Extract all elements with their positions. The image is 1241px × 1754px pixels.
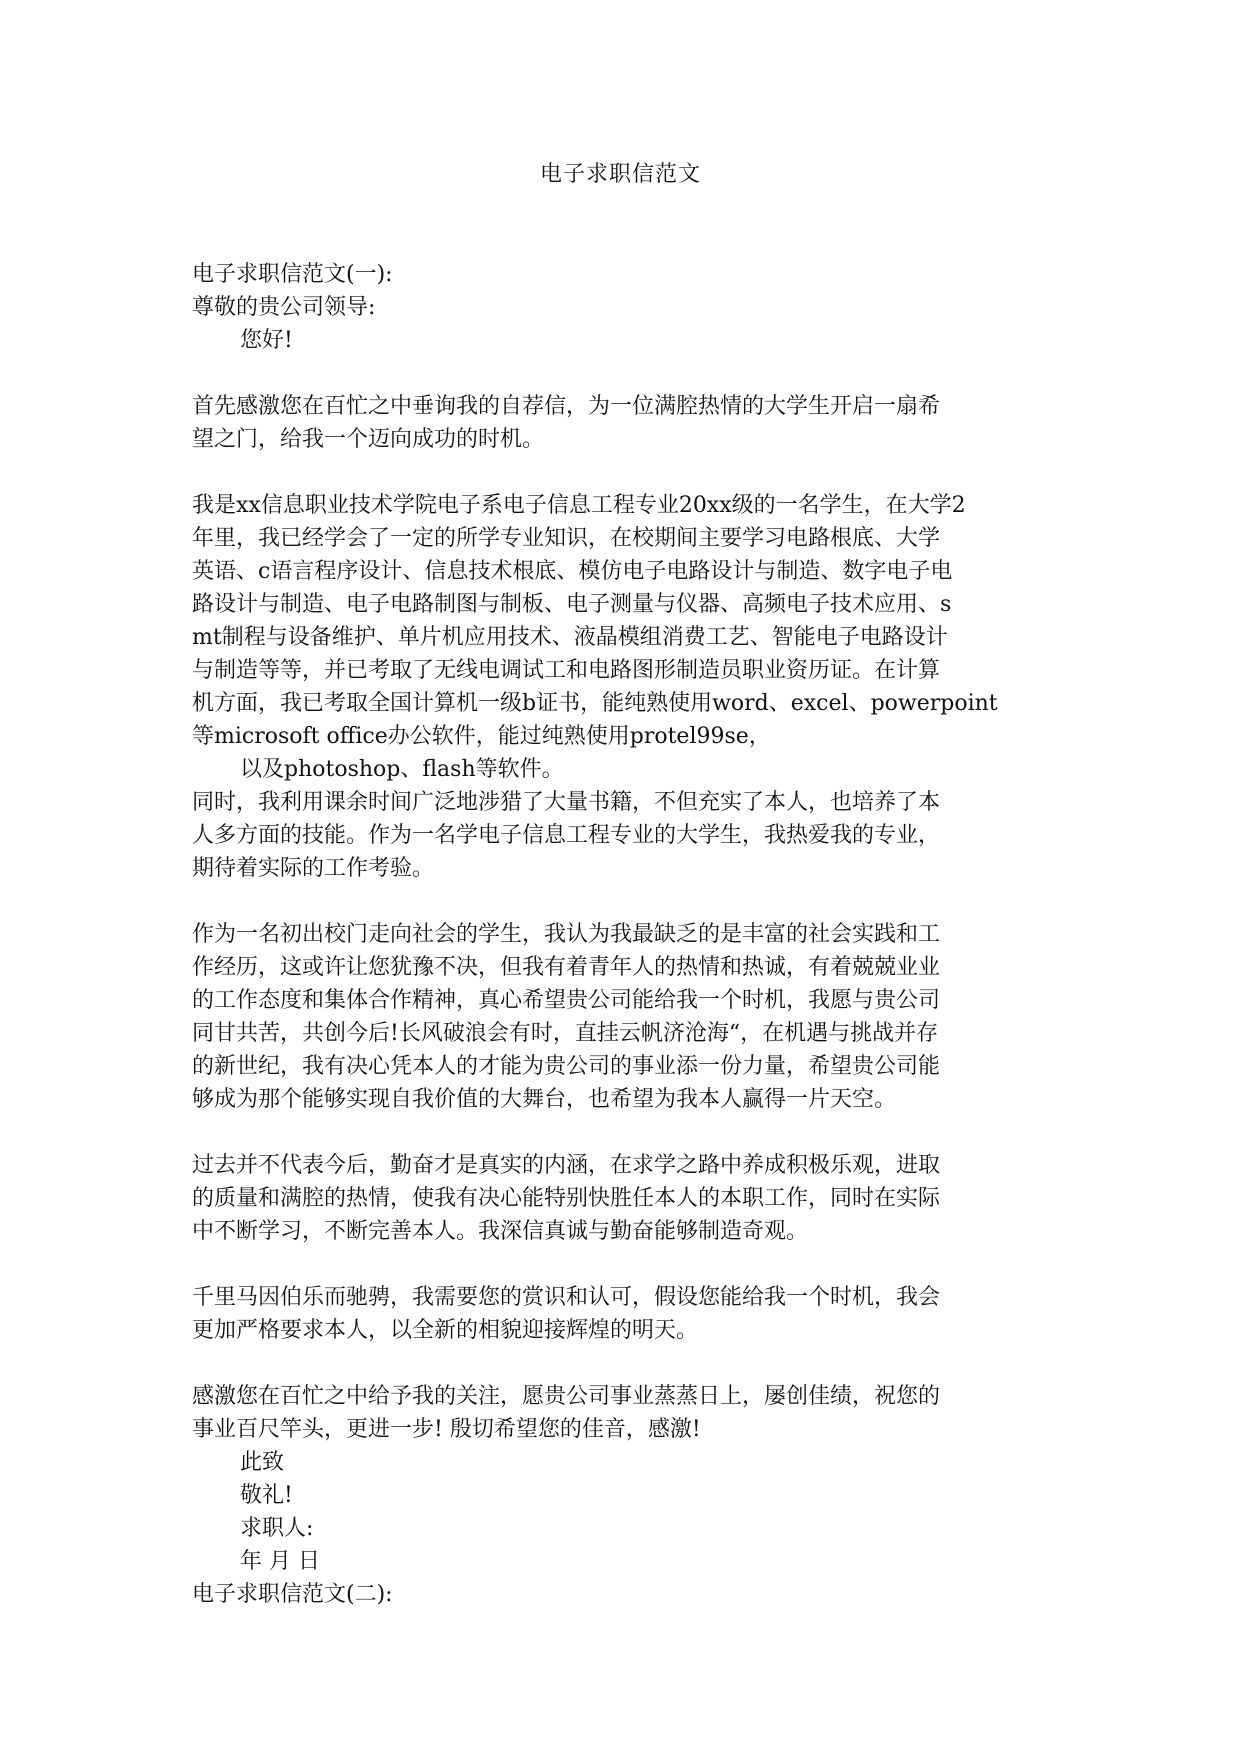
text-line: 感激您在百忙之中给予我的关注，愿贵公司事业蒸蒸日上，屡创佳绩，祝您的 [192,1384,941,1409]
paragraph-3 [192,786,1052,885]
text-line: 与制造等等，并已考取了无线电调试工和电路图形制造员职业资历证。在计算 [192,658,941,683]
text-line: 年里，我已经学会了一定的所学专业知识，在校期间主要学习电路根底、大学 [192,526,941,551]
paragraph-gap [192,1248,1052,1281]
paragraph-7 [192,1380,1052,1446]
text-line: 路设计与制造、电子电路制图与制板、电子测量与仪器、高频电子技术应用、s [192,592,952,617]
paragraph-gap [192,1116,1052,1149]
salutation: 尊敬的贵公司领导: [192,295,376,320]
paragraph-gap [192,885,1052,918]
section-heading-2: 电子求职信范文(二): [192,1582,393,1607]
date-line: 年 月 日 [240,1549,320,1574]
text-line: 等microsoft office办公软件，能过纯熟使用protel99se， [192,724,771,749]
text-line: 的工作态度和集体合作精神，真心希望贵公司能给我一个时机，我愿与贵公司 [192,988,941,1013]
greeting: 您好! [240,328,293,353]
paragraph-2 [192,489,1052,786]
text-line: 机方面，我已考取全国计算机一级b证书，能纯熟使用word、excel、powerpoint [192,691,998,716]
text-line: 千里马因伯乐而驰骋，我需要您的赏识和认可，假设您能给我一个时机，我会 [192,1285,941,1310]
text-line: 同时，我利用课余时间广泛地涉猎了大量书籍，不但充实了本人，也培养了本 [192,790,941,815]
text-line: 更加严格要求本人，以全新的相貌迎接辉煌的明天。 [192,1318,699,1343]
text-line: 同甘共苦，共创今后!长风破浪会有时，直挂云帆济沧海“，在机遇与挑战并存 [192,1021,939,1046]
text-line: 英语、c语言程序设计、信息技术根底、模仿电子电路设计与制造、数字电子电 [192,559,953,584]
text-line: 的质量和满腔的热情，使我有决心能特别快胜任本人的本职工作，同时在实际 [192,1186,941,1211]
text-line: 作经历，这或许让您犹豫不决，但我有着青年人的热情和热诚，有着兢兢业业 [192,955,941,980]
section-heading-1: 电子求职信范文(一): [192,262,393,287]
paragraph-gap [192,1347,1052,1380]
document-body [192,258,1052,1611]
text-line: 以及photoshop、flash等软件。 [240,757,564,782]
document-title: 电子求职信范文 [539,162,701,187]
closing-jingli: 敬礼! [240,1483,293,1508]
paragraph-gap [192,456,1052,489]
paragraph-5 [192,1149,1052,1248]
paragraph-gap [192,357,1052,390]
text-line: 人多方面的技能。作为一名学电子信息工程专业的大学生，我热爱我的专业， [192,823,941,848]
text-line: 的新世纪，我有决心凭本人的才能为贵公司的事业添一份力量，希望贵公司能 [192,1054,941,1079]
text-line: 望之门，给我一个迈向成功的时机。 [192,427,545,452]
text-line: 够成为那个能够实现自我价值的大舞台，也希望为我本人赢得一片天空。 [192,1087,897,1112]
text-line: mt制程与设备维护、单片机应用技术、液晶模组消费工艺、智能电子电路设计 [192,625,948,650]
text-line: 作为一名初出校门走向社会的学生，我认为我最缺乏的是丰富的社会实践和工 [192,922,941,947]
text-line: 我是xx信息职业技术学院电子系电子信息工程专业20xx级的一名学生，在大学2 [192,493,966,518]
text-line: 事业百尺竿头，更进一步! 殷切希望您的佳音，感激! [192,1417,701,1442]
paragraph-6 [192,1281,1052,1347]
paragraph-4 [192,918,1052,1116]
text-line: 首先感激您在百忙之中垂询我的自荐信，为一位满腔热情的大学生开启一扇希 [192,394,941,419]
text-line: 中不断学习，不断完善本人。我深信真诚与勤奋能够制造奇观。 [192,1219,809,1244]
text-line: 过去并不代表今后，勤奋才是真实的内涵，在求学之路中养成积极乐观，进取 [192,1153,941,1178]
closing-cizhi: 此致 [240,1450,285,1475]
paragraph-1 [192,390,1052,456]
applicant-label: 求职人: [240,1516,314,1541]
text-line: 期待着实际的工作考验。 [192,856,435,881]
